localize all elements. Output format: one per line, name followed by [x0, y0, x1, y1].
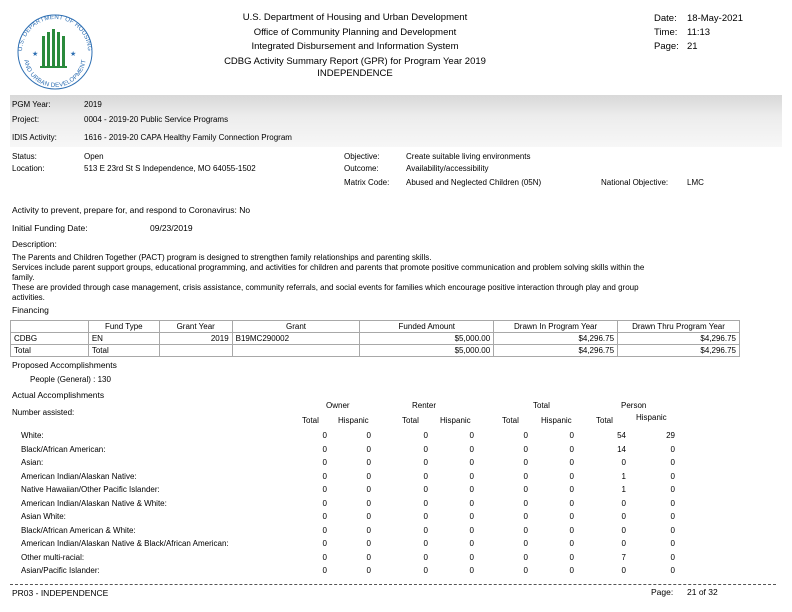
accomplishment-value: 0 — [569, 498, 574, 508]
description-line-3: family. — [12, 273, 35, 282]
accomplishment-value: 0 — [469, 471, 474, 481]
description-line-4: These are provided through case management, crisis assistance, community referrals, and social events for families which encourage positive interaction through play and group — [12, 283, 639, 292]
financing-cell: $4,296.75 — [494, 345, 618, 357]
accomplishment-value: 0 — [322, 458, 327, 467]
accomplishment-value: 0 — [621, 566, 626, 575]
financing-cell: $4,296.75 — [494, 333, 618, 345]
svg-text:★: ★ — [70, 51, 77, 58]
accomplishment-value: 0 — [670, 485, 675, 494]
subheader: Hispanic — [636, 413, 667, 422]
accomplishment-value: 0 — [621, 498, 626, 508]
accomplishment-value: 0 — [670, 458, 675, 467]
header-office: Office of Community Planning and Development — [253, 26, 457, 38]
header-system: Integrated Disbursement and Information System — [251, 41, 459, 52]
accomplishment-value: 0 — [670, 525, 675, 535]
national-objective-value: LMC — [687, 178, 704, 187]
accomplishment-value: 0 — [569, 566, 574, 575]
accomplishment-value: 0 — [366, 444, 371, 454]
accomplishment-value: 0 — [569, 539, 574, 548]
subheader: Hispanic — [440, 416, 471, 425]
accomplishment-value: 0 — [569, 458, 574, 467]
subheader: Total — [502, 416, 519, 425]
financing-cell: $4,296.75 — [618, 345, 740, 357]
subheader: Hispanic — [541, 416, 572, 425]
pgm-year-value: 2019 — [84, 100, 102, 109]
accomplishment-value: 0 — [523, 539, 528, 548]
header-grantee: INDEPENDENCE — [317, 68, 393, 79]
accomplishment-value: 54 — [617, 431, 626, 440]
status-label: Status: — [12, 152, 37, 161]
accomplishment-value: 0 — [569, 512, 574, 521]
financing-cell: EN — [88, 333, 159, 345]
location-label: Location: — [12, 164, 45, 173]
financing-cell: CDBG — [11, 333, 89, 345]
outcome-value: Availability/accessibility — [406, 164, 489, 173]
accomplishment-value: 0 — [423, 444, 428, 454]
accomplishment-value: 14 — [617, 444, 626, 454]
funding-date-label: Initial Funding Date: — [12, 223, 88, 233]
accomplishment-value: 0 — [322, 444, 327, 454]
accomplishment-value: 0 — [423, 566, 428, 575]
race-label: Black/African American & White: — [21, 525, 136, 535]
accomplishment-value: 0 — [423, 431, 428, 440]
financing-header: Fund Type — [88, 321, 159, 333]
accomplishment-value: 0 — [423, 498, 428, 508]
accomplishment-value: 0 — [322, 471, 327, 481]
accomplishment-value: 0 — [523, 498, 528, 508]
idis-activity-label: IDIS Activity: — [12, 133, 57, 142]
accomplishment-value: 0 — [523, 458, 528, 467]
financing-cell: B19MC290002 — [232, 333, 360, 345]
accomplishment-value: 0 — [670, 552, 675, 562]
description-line-5: activities. — [12, 293, 45, 302]
accomplishment-value: 0 — [569, 525, 574, 535]
page-value: 21 — [687, 41, 698, 52]
accomplishment-value: 0 — [469, 525, 474, 535]
financing-header: Grant — [232, 321, 360, 333]
race-label: Asian: — [21, 458, 44, 467]
financing-title: Financing — [12, 305, 49, 315]
footer-divider — [10, 584, 776, 585]
accomplishment-value: 0 — [621, 539, 626, 548]
accomplishment-value: 0 — [621, 525, 626, 535]
accomplishment-value: 0 — [670, 498, 675, 508]
accomplishment-value: 0 — [322, 512, 327, 521]
accomplishment-value: 1 — [621, 485, 626, 494]
time-value: 11:13 — [687, 27, 711, 38]
header-agency: U.S. Department of Housing and Urban Development — [242, 12, 468, 23]
subheader: Hispanic — [338, 416, 369, 425]
accomplishment-value: 0 — [621, 458, 626, 467]
accomplishment-value: 0 — [469, 512, 474, 521]
proposed-line: People (General) : 130 — [30, 375, 111, 384]
header-report-title: CDBG Activity Summary Report (GPR) for Program Year 2019 — [224, 55, 486, 67]
accomplishment-value: 0 — [670, 512, 675, 521]
accomplishment-value: 0 — [523, 552, 528, 562]
accomplishment-value: 0 — [523, 444, 528, 454]
subheader: Total — [596, 416, 613, 425]
accomplishment-value: 1 — [621, 471, 626, 481]
race-label: Asian/Pacific Islander: — [21, 566, 100, 575]
accomplishment-value: 0 — [523, 485, 528, 494]
date-label: Date: — [654, 13, 677, 24]
objective-value: Create suitable living environments — [406, 152, 531, 161]
financing-header: Grant Year — [159, 321, 232, 333]
financing-total-row — [11, 345, 740, 357]
race-label: Asian White: — [21, 512, 66, 521]
accomplishment-value: 0 — [423, 525, 428, 535]
accomplishment-value: 0 — [423, 471, 428, 481]
accomplishment-value: 0 — [523, 525, 528, 535]
race-label: Other multi-racial: — [21, 552, 85, 562]
accomplishment-value: 7 — [621, 552, 626, 562]
accomplishment-value: 0 — [366, 485, 371, 494]
accomplishment-value: 0 — [322, 552, 327, 562]
time-label: Time: — [654, 27, 678, 38]
accomplishment-value: 0 — [569, 552, 574, 562]
accomplishment-value: 0 — [469, 485, 474, 494]
financing-header-row — [11, 321, 740, 333]
accomplishment-value: 0 — [469, 498, 474, 508]
number-assisted-label: Number assisted: — [12, 408, 75, 417]
financing-cell: $4,296.75 — [618, 333, 740, 345]
financing-row — [11, 333, 740, 345]
accomplishment-value: 0 — [670, 471, 675, 481]
financing-cell: $5,000.00 — [360, 345, 494, 357]
coronavirus-statement: Activity to prevent, prepare for, and respond to Coronavirus: No — [12, 205, 251, 215]
financing-cell: $5,000.00 — [360, 333, 494, 345]
funding-date-value: 09/23/2019 — [150, 223, 193, 233]
accomplishment-value: 0 — [670, 539, 675, 548]
accomplishment-value: 0 — [366, 512, 371, 521]
accomplishment-value: 0 — [523, 566, 528, 575]
proposed-title: Proposed Accomplishments — [12, 360, 117, 370]
accomplishment-value: 0 — [366, 498, 371, 508]
financing-cell: Total — [11, 345, 89, 357]
description-line-1: The Parents and Children Together (PACT) program is designed to strengthen family relationships and parenting skills. — [12, 253, 432, 262]
race-label: American Indian/Alaskan Native & White: — [21, 498, 167, 508]
pgm-year-label: PGM Year: — [12, 100, 51, 109]
financing-header — [11, 321, 89, 333]
footer-page-label: Page: — [651, 587, 674, 597]
accomplishment-value: 0 — [569, 471, 574, 481]
group-header-owner: Owner — [326, 401, 350, 410]
accomplishment-value: 0 — [366, 539, 371, 548]
accomplishment-value: 0 — [523, 512, 528, 521]
status-value: Open — [84, 152, 104, 161]
accomplishment-value: 0 — [322, 539, 327, 548]
hud-seal-logo — [12, 12, 98, 90]
financing-header: Drawn Thru Program Year — [618, 321, 740, 333]
accomplishment-value: 0 — [569, 485, 574, 494]
accomplishment-value: 0 — [670, 444, 675, 454]
accomplishment-value: 0 — [423, 552, 428, 562]
financing-cell — [159, 345, 232, 357]
accomplishment-value: 0 — [469, 552, 474, 562]
accomplishment-value: 0 — [621, 512, 626, 521]
accomplishment-value: 0 — [423, 485, 428, 494]
description-line-2: Services include parent support groups, educational programming, and activities for children and parents that promote positive communication and problem solving skills within the — [12, 263, 645, 272]
accomplishment-value: 0 — [670, 566, 675, 575]
seal-bottom-text: AND URBAN DEVELOPMENT — [22, 59, 88, 90]
financing-cell: 2019 — [159, 333, 232, 345]
footer-report-id: PR03 - INDEPENDENCE — [12, 588, 109, 598]
accomplishment-value: 0 — [569, 431, 574, 440]
national-objective-label: National Objective: — [601, 178, 669, 187]
accomplishment-value: 0 — [469, 431, 474, 440]
subheader: Total — [302, 416, 319, 425]
race-label: White: — [21, 431, 44, 440]
race-label: American Indian/Alaskan Native: — [21, 471, 137, 481]
project-label: Project: — [12, 115, 40, 124]
financing-header: Drawn In Program Year — [494, 321, 618, 333]
seal-top-text: U.S. DEPARTMENT OF HOUSING — [16, 13, 94, 52]
page-label: Page: — [654, 41, 679, 52]
accomplishment-value: 0 — [423, 539, 428, 548]
date-value: 18-May-2021 — [687, 13, 743, 24]
accomplishment-value: 0 — [322, 525, 327, 535]
subheader: Total — [402, 416, 419, 425]
objective-label: Objective: — [344, 152, 380, 161]
actual-title: Actual Accomplishments — [12, 390, 105, 400]
accomplishment-value: 0 — [322, 485, 327, 494]
accomplishment-value: 0 — [366, 525, 371, 535]
accomplishment-value: 0 — [366, 458, 371, 467]
accomplishment-value: 0 — [322, 566, 327, 575]
group-header-renter: Renter — [412, 401, 437, 410]
race-label: American Indian/Alaskan Native & Black/African American: — [21, 539, 229, 548]
outcome-label: Outcome: — [344, 164, 379, 173]
accomplishment-value: 0 — [322, 498, 327, 508]
financing-cell: Total — [88, 345, 159, 357]
accomplishment-value: 0 — [469, 566, 474, 575]
accomplishment-value: 0 — [523, 471, 528, 481]
accomplishment-value: 0 — [523, 431, 528, 440]
accomplishment-value: 29 — [666, 431, 675, 440]
accomplishment-value: 0 — [469, 444, 474, 454]
report-header — [190, 11, 520, 79]
race-label: Native Hawaiian/Other Pacific Islander: — [21, 485, 160, 494]
matrix-code-value: Abused and Neglected Children (05N) — [406, 178, 542, 187]
accomplishment-value: 0 — [322, 431, 327, 440]
accomplishment-value: 0 — [469, 458, 474, 467]
financing-cell — [232, 345, 360, 357]
accomplishment-value: 0 — [423, 458, 428, 467]
group-header-total: Total — [533, 401, 550, 410]
group-header-person: Person — [621, 401, 647, 410]
financing-table — [10, 320, 740, 357]
accomplishment-value: 0 — [366, 566, 371, 575]
idis-activity-value: 1616 - 2019-20 CAPA Healthy Family Connection Program — [84, 133, 292, 142]
accomplishment-value: 0 — [366, 471, 371, 481]
accomplishment-value: 0 — [569, 444, 574, 454]
accomplishment-value: 0 — [423, 512, 428, 521]
financing-header: Funded Amount — [360, 321, 494, 333]
accomplishment-value: 0 — [366, 552, 371, 562]
accomplishment-value: 0 — [469, 539, 474, 548]
accomplishment-value: 0 — [366, 431, 371, 440]
race-label: Black/African American: — [21, 444, 106, 454]
svg-text:★: ★ — [32, 51, 39, 58]
description-label: Description: — [12, 239, 57, 249]
project-value: 0004 - 2019-20 Public Service Programs — [84, 115, 229, 124]
location-value: 513 E 23rd St S Independence, MO 64055-1502 — [84, 164, 256, 173]
matrix-code-label: Matrix Code: — [344, 178, 390, 187]
footer-page-value: 21 of 32 — [687, 587, 718, 597]
